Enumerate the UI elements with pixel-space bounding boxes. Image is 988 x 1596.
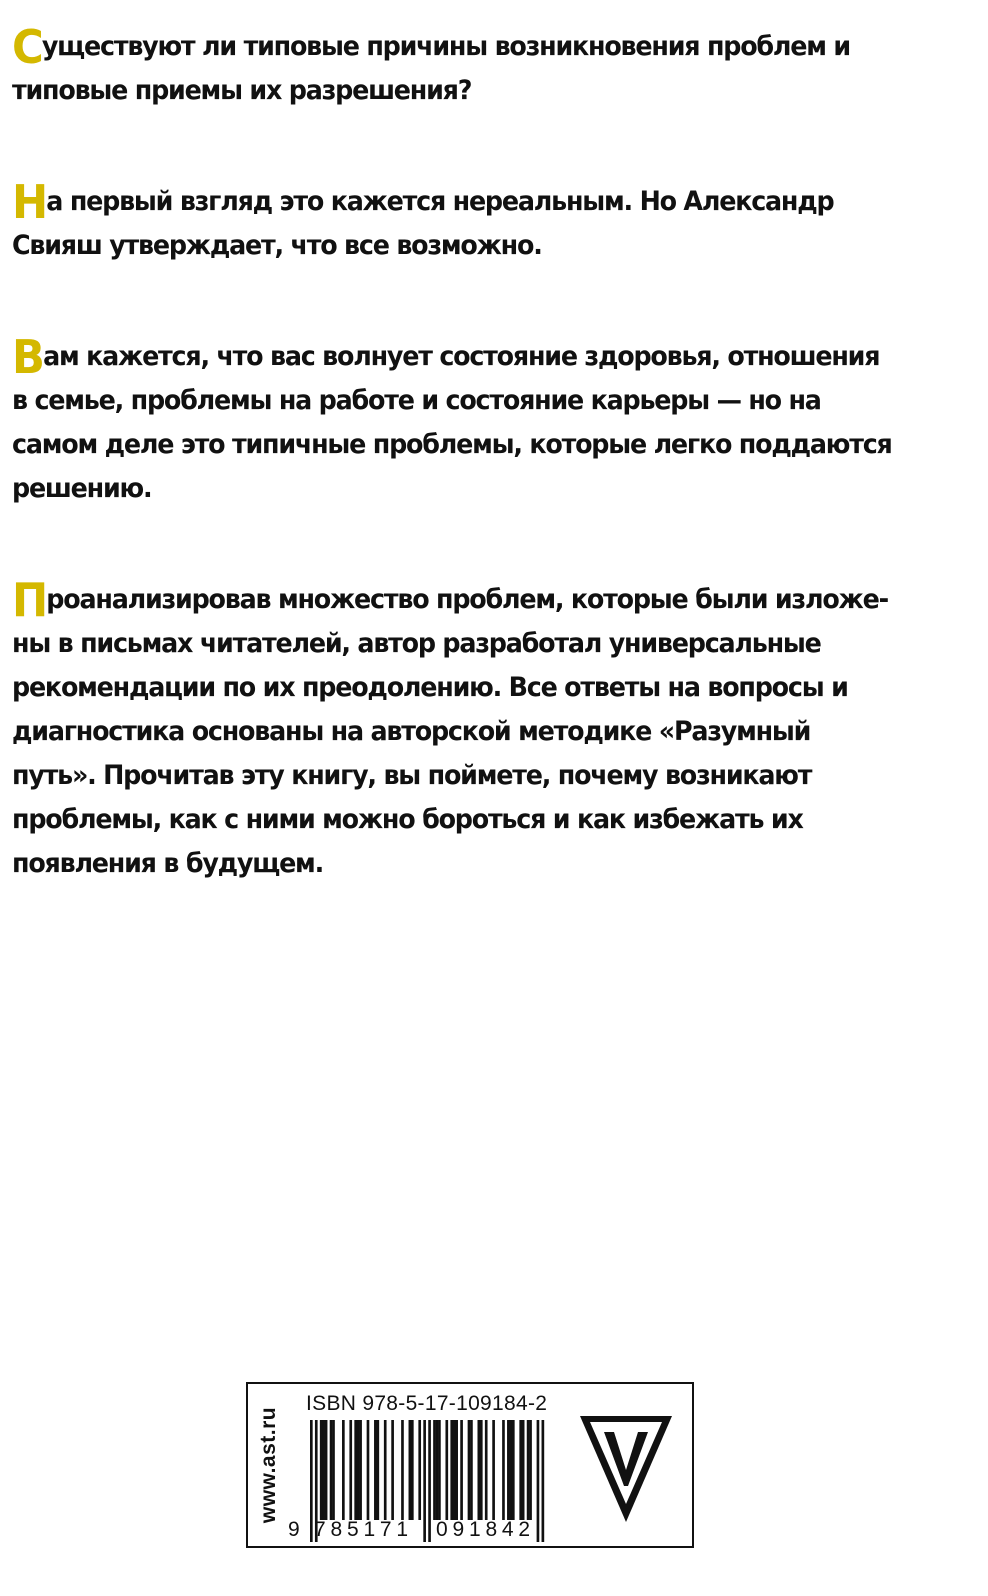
paragraph-line: Проанализировав множество проблем, которые были изложе- xyxy=(12,573,888,627)
barcode-bar xyxy=(428,1420,431,1542)
ean-right-digits: 091842 xyxy=(436,1518,535,1541)
barcode-bar xyxy=(529,1420,532,1520)
paragraph-line: На первый взгляд это кажется нереальным. Но Александр xyxy=(12,175,834,229)
paragraph-line: Свияш утверждает, что все возможно. xyxy=(12,230,542,261)
barcode-bar xyxy=(450,1420,453,1520)
barcode-bar xyxy=(332,1420,335,1520)
barcode-bar xyxy=(310,1420,313,1542)
ean-left-digits: 785171 xyxy=(314,1518,413,1541)
barcode-bar xyxy=(436,1420,439,1520)
barcode-bar xyxy=(537,1420,540,1542)
isbn-label: ISBN 978-5-17-109184-2 xyxy=(306,1392,548,1415)
barcode-bar xyxy=(391,1420,394,1520)
barcode-bar xyxy=(477,1420,480,1520)
barcode-bar xyxy=(354,1420,357,1520)
barcode-bar xyxy=(330,1420,333,1520)
paragraph-3 xyxy=(12,330,922,511)
paragraph-line: решению. xyxy=(12,473,152,504)
barcode-bar xyxy=(374,1420,377,1520)
paragraph-line: типовые приемы их разрешения? xyxy=(12,75,472,106)
paragraph-line: проблемы, как с ними можно бороться и как избежать их xyxy=(12,804,803,835)
drop-cap: П xyxy=(12,573,47,627)
drop-cap: В xyxy=(12,330,44,384)
paragraph-1 xyxy=(12,20,922,113)
barcode-bar xyxy=(377,1420,380,1520)
barcode-bar xyxy=(470,1420,473,1520)
barcode-panel xyxy=(246,1382,694,1548)
barcode-bar xyxy=(519,1420,522,1520)
paragraph-line: Вам кажется, что вас волнует состояние здоровья, отношения xyxy=(12,330,880,384)
paragraph-4 xyxy=(12,573,922,886)
barcode-bar xyxy=(507,1420,510,1520)
publisher-url-text: www.ast.ru xyxy=(257,1406,280,1524)
paragraph-line: самом деле это типичные проблемы, которые легко поддаются xyxy=(12,429,892,460)
barcode-bar xyxy=(445,1420,448,1520)
barcode-bar xyxy=(502,1420,505,1520)
v-triangle-logo-icon xyxy=(578,1412,674,1524)
paragraph-line: диагностика основаны на авторской методике «Разумный xyxy=(12,716,811,747)
paragraph-line: Существуют ли типовые причины возникновения проблем и xyxy=(12,20,850,74)
ean-first-digit: 9 xyxy=(288,1518,300,1541)
barcode-bar xyxy=(455,1420,458,1520)
barcode-bar xyxy=(367,1420,370,1520)
barcode-bar xyxy=(522,1420,525,1520)
barcode-bar xyxy=(527,1420,530,1520)
barcode-bar xyxy=(510,1420,513,1520)
barcode-bar xyxy=(357,1420,360,1520)
publisher-url xyxy=(254,1384,284,1546)
barcode-bar xyxy=(418,1420,421,1520)
drop-cap: Н xyxy=(12,175,47,229)
barcode-bar xyxy=(542,1420,545,1542)
barcode-bar xyxy=(342,1420,345,1520)
barcode-bar xyxy=(411,1420,414,1520)
barcode-bar xyxy=(325,1420,328,1520)
paragraph-line: рекомендации по их преодолению. Все ответы на вопросы и xyxy=(12,672,848,703)
paragraph-line: в семье, проблемы на работе и состояние карьеры — но на xyxy=(12,385,821,416)
barcode-bar xyxy=(401,1420,404,1520)
drop-cap: С xyxy=(12,20,42,74)
barcode-bar xyxy=(492,1420,495,1520)
barcode-bar xyxy=(438,1420,441,1520)
barcode-bar xyxy=(359,1420,362,1520)
barcode-bar xyxy=(320,1420,323,1520)
paragraph-line: ны в письмах читателей, автор разработал универсальные xyxy=(12,628,821,659)
barcode-bar xyxy=(453,1420,456,1520)
barcode-bar xyxy=(480,1420,483,1520)
barcode-bar xyxy=(512,1420,515,1520)
barcode-bar xyxy=(409,1420,412,1520)
barcode-bar xyxy=(322,1420,325,1520)
barcode-bar xyxy=(460,1420,463,1520)
barcode-bar xyxy=(384,1420,387,1520)
barcode-bar xyxy=(485,1420,488,1520)
paragraph-line: путь». Прочитав эту книгу, вы поймете, почему возникают xyxy=(12,760,812,791)
barcode-bar xyxy=(468,1420,471,1520)
paragraph-line: появления в будущем. xyxy=(12,848,324,879)
paragraph-2 xyxy=(12,175,922,268)
barcode-bar xyxy=(433,1420,436,1520)
barcode-bar xyxy=(349,1420,352,1520)
barcode-bar xyxy=(423,1420,426,1542)
